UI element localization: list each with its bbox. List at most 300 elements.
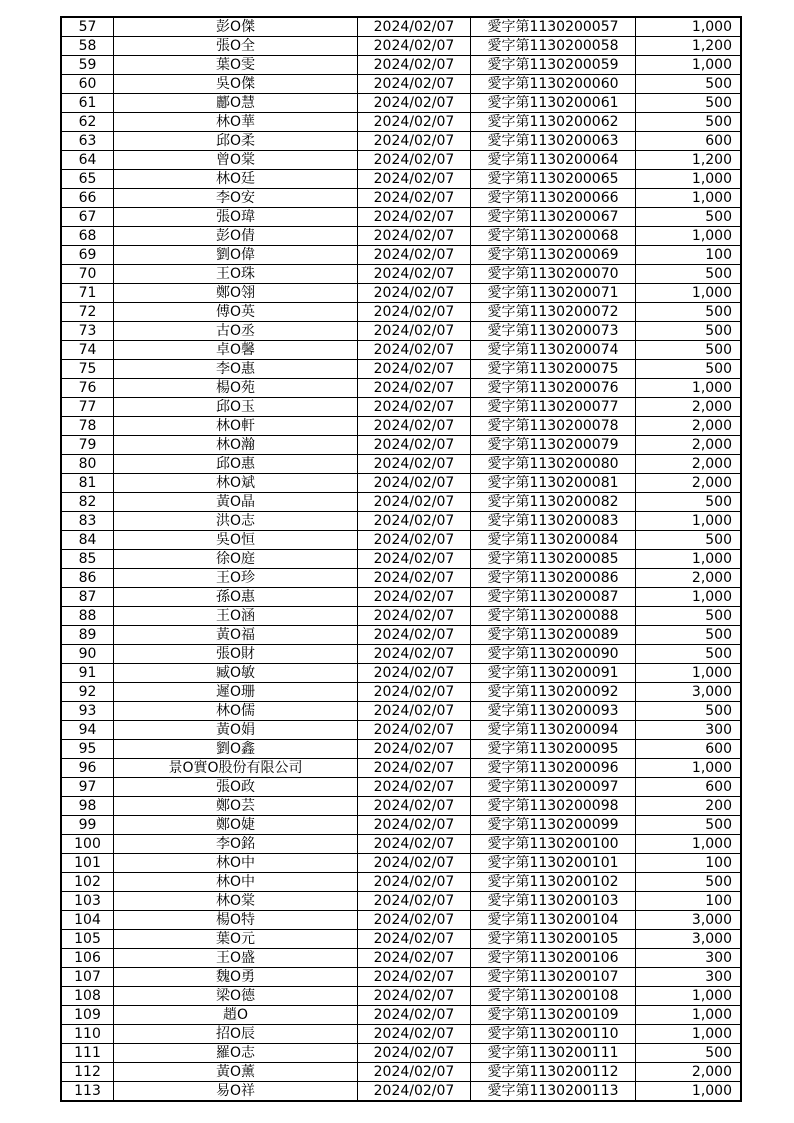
receipt-number: 愛字第1130200059 [471, 56, 636, 75]
receipt-number: 愛字第1130200061 [471, 94, 636, 113]
donation-date: 2024/02/07 [358, 341, 471, 360]
donation-amount: 500 [636, 702, 742, 721]
donation-date: 2024/02/07 [358, 721, 471, 740]
donor-name: 邱O柔 [114, 132, 358, 151]
donation-amount: 500 [636, 873, 742, 892]
donation-date: 2024/02/07 [358, 778, 471, 797]
donor-name: 王O珍 [114, 569, 358, 588]
donor-name: 彭O傑 [114, 17, 358, 37]
donor-name: 遲O珊 [114, 683, 358, 702]
donation-amount: 3,000 [636, 683, 742, 702]
donation-date: 2024/02/07 [358, 417, 471, 436]
receipt-number: 愛字第1130200069 [471, 246, 636, 265]
table-row [61, 303, 741, 322]
donation-table-body [61, 17, 741, 1101]
table-row [61, 398, 741, 417]
receipt-number: 愛字第1130200082 [471, 493, 636, 512]
row-number: 76 [61, 379, 114, 398]
table-row [61, 930, 741, 949]
table-row [61, 208, 741, 227]
table-row [61, 759, 741, 778]
row-number: 102 [61, 873, 114, 892]
donation-date: 2024/02/07 [358, 56, 471, 75]
receipt-number: 愛字第1130200088 [471, 607, 636, 626]
donation-date: 2024/02/07 [358, 1006, 471, 1025]
donor-name: 王O珠 [114, 265, 358, 284]
donation-date: 2024/02/07 [358, 607, 471, 626]
receipt-number: 愛字第1130200105 [471, 930, 636, 949]
receipt-number: 愛字第1130200081 [471, 474, 636, 493]
donation-amount: 600 [636, 740, 742, 759]
donor-name: 傅O英 [114, 303, 358, 322]
donation-amount: 1,000 [636, 170, 742, 189]
donation-amount: 1,000 [636, 1025, 742, 1044]
receipt-number: 愛字第1130200113 [471, 1082, 636, 1102]
donation-date: 2024/02/07 [358, 170, 471, 189]
receipt-number: 愛字第1130200107 [471, 968, 636, 987]
row-number: 99 [61, 816, 114, 835]
row-number: 113 [61, 1082, 114, 1102]
row-number: 82 [61, 493, 114, 512]
donation-date: 2024/02/07 [358, 1063, 471, 1082]
donation-date: 2024/02/07 [358, 208, 471, 227]
table-row [61, 227, 741, 246]
table-row [61, 835, 741, 854]
donation-amount: 1,000 [636, 550, 742, 569]
donor-name: 李O安 [114, 189, 358, 208]
donation-amount: 500 [636, 265, 742, 284]
receipt-number: 愛字第1130200086 [471, 569, 636, 588]
table-row [61, 417, 741, 436]
table-row [61, 94, 741, 113]
table-row [61, 75, 741, 94]
donation-date: 2024/02/07 [358, 436, 471, 455]
table-row [61, 17, 741, 37]
donor-name: 趙O [114, 1006, 358, 1025]
donor-name: 吳O恒 [114, 531, 358, 550]
receipt-number: 愛字第1130200066 [471, 189, 636, 208]
donation-date: 2024/02/07 [358, 474, 471, 493]
receipt-number: 愛字第1130200091 [471, 664, 636, 683]
receipt-number: 愛字第1130200087 [471, 588, 636, 607]
donation-date: 2024/02/07 [358, 569, 471, 588]
donor-name: 邱O玉 [114, 398, 358, 417]
table-row [61, 892, 741, 911]
donation-amount: 500 [636, 607, 742, 626]
donor-name: 王O盛 [114, 949, 358, 968]
row-number: 79 [61, 436, 114, 455]
donor-name: 易O祥 [114, 1082, 358, 1102]
donation-amount: 200 [636, 797, 742, 816]
receipt-number: 愛字第1130200100 [471, 835, 636, 854]
donation-date: 2024/02/07 [358, 892, 471, 911]
receipt-number: 愛字第1130200057 [471, 17, 636, 37]
donation-amount: 1,000 [636, 56, 742, 75]
donation-amount: 100 [636, 854, 742, 873]
receipt-number: 愛字第1130200074 [471, 341, 636, 360]
row-number: 74 [61, 341, 114, 360]
donation-date: 2024/02/07 [358, 588, 471, 607]
donation-amount: 500 [636, 208, 742, 227]
donation-amount: 600 [636, 132, 742, 151]
donor-name: 林O斌 [114, 474, 358, 493]
receipt-number: 愛字第1130200072 [471, 303, 636, 322]
row-number: 60 [61, 75, 114, 94]
receipt-number: 愛字第1130200079 [471, 436, 636, 455]
row-number: 92 [61, 683, 114, 702]
receipt-number: 愛字第1130200106 [471, 949, 636, 968]
donor-name: 卓O馨 [114, 341, 358, 360]
donation-amount: 500 [636, 341, 742, 360]
table-row [61, 493, 741, 512]
receipt-number: 愛字第1130200076 [471, 379, 636, 398]
donation-date: 2024/02/07 [358, 1025, 471, 1044]
donor-name: 林O華 [114, 113, 358, 132]
donor-name: 劉O偉 [114, 246, 358, 265]
receipt-number: 愛字第1130200085 [471, 550, 636, 569]
donation-amount: 600 [636, 778, 742, 797]
donation-amount: 500 [636, 626, 742, 645]
donation-date: 2024/02/07 [358, 189, 471, 208]
row-number: 62 [61, 113, 114, 132]
receipt-number: 愛字第1130200096 [471, 759, 636, 778]
row-number: 72 [61, 303, 114, 322]
receipt-number: 愛字第1130200101 [471, 854, 636, 873]
row-number: 57 [61, 17, 114, 37]
table-row [61, 37, 741, 56]
donation-date: 2024/02/07 [358, 17, 471, 37]
donation-amount: 1,000 [636, 189, 742, 208]
row-number: 109 [61, 1006, 114, 1025]
receipt-number: 愛字第1130200080 [471, 455, 636, 474]
table-row [61, 569, 741, 588]
table-row [61, 151, 741, 170]
donation-date: 2024/02/07 [358, 835, 471, 854]
table-row [61, 56, 741, 75]
donor-name: 鄭O婕 [114, 816, 358, 835]
donation-date: 2024/02/07 [358, 759, 471, 778]
table-row [61, 512, 741, 531]
donation-date: 2024/02/07 [358, 284, 471, 303]
donation-date: 2024/02/07 [358, 75, 471, 94]
table-row [61, 911, 741, 930]
donation-date: 2024/02/07 [358, 531, 471, 550]
donation-date: 2024/02/07 [358, 664, 471, 683]
receipt-number: 愛字第1130200104 [471, 911, 636, 930]
donor-name: 張O政 [114, 778, 358, 797]
donation-date: 2024/02/07 [358, 854, 471, 873]
row-number: 90 [61, 645, 114, 664]
donation-date: 2024/02/07 [358, 683, 471, 702]
donation-amount: 3,000 [636, 930, 742, 949]
table-row [61, 1082, 741, 1102]
donation-amount: 300 [636, 968, 742, 987]
donor-name: 曾O棠 [114, 151, 358, 170]
donation-amount: 500 [636, 75, 742, 94]
table-row [61, 132, 741, 151]
donor-name: 梁O德 [114, 987, 358, 1006]
donation-amount: 1,000 [636, 512, 742, 531]
table-row [61, 455, 741, 474]
donor-name: 邱O惠 [114, 455, 358, 474]
donation-table [60, 16, 742, 1102]
donor-name: 酈O慧 [114, 94, 358, 113]
row-number: 68 [61, 227, 114, 246]
row-number: 107 [61, 968, 114, 987]
donation-amount: 1,000 [636, 835, 742, 854]
donation-amount: 1,000 [636, 664, 742, 683]
donor-name: 黃O娟 [114, 721, 358, 740]
donation-date: 2024/02/07 [358, 1044, 471, 1063]
row-number: 108 [61, 987, 114, 1006]
donation-date: 2024/02/07 [358, 455, 471, 474]
table-row [61, 113, 741, 132]
table-row [61, 189, 741, 208]
donor-name: 張O全 [114, 37, 358, 56]
donation-date: 2024/02/07 [358, 949, 471, 968]
donation-amount: 500 [636, 531, 742, 550]
donor-name: 臧O敏 [114, 664, 358, 683]
table-row [61, 1025, 741, 1044]
donation-amount: 100 [636, 246, 742, 265]
table-row [61, 1044, 741, 1063]
table-row [61, 778, 741, 797]
donation-amount: 2,000 [636, 398, 742, 417]
donation-date: 2024/02/07 [358, 113, 471, 132]
table-row [61, 645, 741, 664]
receipt-number: 愛字第1130200094 [471, 721, 636, 740]
table-row [61, 683, 741, 702]
donor-name: 黃O晶 [114, 493, 358, 512]
donor-name: 林O棠 [114, 892, 358, 911]
donation-date: 2024/02/07 [358, 987, 471, 1006]
donor-name: 洪O志 [114, 512, 358, 531]
donation-amount: 1,000 [636, 1006, 742, 1025]
donation-amount: 3,000 [636, 911, 742, 930]
row-number: 84 [61, 531, 114, 550]
receipt-number: 愛字第1130200083 [471, 512, 636, 531]
receipt-number: 愛字第1130200065 [471, 170, 636, 189]
row-number: 65 [61, 170, 114, 189]
row-number: 96 [61, 759, 114, 778]
receipt-number: 愛字第1130200078 [471, 417, 636, 436]
table-row [61, 740, 741, 759]
receipt-number: 愛字第1130200077 [471, 398, 636, 417]
row-number: 64 [61, 151, 114, 170]
donation-date: 2024/02/07 [358, 303, 471, 322]
donation-date: 2024/02/07 [358, 550, 471, 569]
row-number: 61 [61, 94, 114, 113]
row-number: 83 [61, 512, 114, 531]
donation-date: 2024/02/07 [358, 379, 471, 398]
donation-amount: 1,000 [636, 17, 742, 37]
donation-amount: 1,200 [636, 151, 742, 170]
row-number: 105 [61, 930, 114, 949]
receipt-number: 愛字第1130200109 [471, 1006, 636, 1025]
row-number: 59 [61, 56, 114, 75]
table-row [61, 1063, 741, 1082]
donation-amount: 300 [636, 949, 742, 968]
donation-amount: 1,000 [636, 759, 742, 778]
row-number: 94 [61, 721, 114, 740]
donation-date: 2024/02/07 [358, 227, 471, 246]
donor-name: 李O銘 [114, 835, 358, 854]
donation-date: 2024/02/07 [358, 816, 471, 835]
row-number: 66 [61, 189, 114, 208]
row-number: 93 [61, 702, 114, 721]
donation-date: 2024/02/07 [358, 797, 471, 816]
donor-name: 鄭O芸 [114, 797, 358, 816]
table-row [61, 797, 741, 816]
table-row [61, 702, 741, 721]
donor-name: 葉O雯 [114, 56, 358, 75]
donation-amount: 500 [636, 645, 742, 664]
table-row [61, 341, 741, 360]
donor-name: 楊O特 [114, 911, 358, 930]
donor-name: 魏O勇 [114, 968, 358, 987]
receipt-number: 愛字第1130200073 [471, 322, 636, 341]
table-row [61, 265, 741, 284]
donation-date: 2024/02/07 [358, 94, 471, 113]
donor-name: 李O惠 [114, 360, 358, 379]
row-number: 112 [61, 1063, 114, 1082]
donor-name: 葉O元 [114, 930, 358, 949]
row-number: 75 [61, 360, 114, 379]
donation-date: 2024/02/07 [358, 265, 471, 284]
table-row [61, 170, 741, 189]
donation-amount: 2,000 [636, 436, 742, 455]
receipt-number: 愛字第1130200058 [471, 37, 636, 56]
receipt-number: 愛字第1130200068 [471, 227, 636, 246]
receipt-number: 愛字第1130200111 [471, 1044, 636, 1063]
row-number: 104 [61, 911, 114, 930]
donation-amount: 1,200 [636, 37, 742, 56]
receipt-number: 愛字第1130200099 [471, 816, 636, 835]
donor-name: 景O實O股份有限公司 [114, 759, 358, 778]
donation-amount: 500 [636, 322, 742, 341]
donation-date: 2024/02/07 [358, 322, 471, 341]
donor-name: 林O中 [114, 854, 358, 873]
table-row [61, 816, 741, 835]
receipt-number: 愛字第1130200062 [471, 113, 636, 132]
table-row [61, 607, 741, 626]
donor-name: 林O儒 [114, 702, 358, 721]
donor-name: 林O軒 [114, 417, 358, 436]
table-row [61, 968, 741, 987]
donation-date: 2024/02/07 [358, 151, 471, 170]
receipt-number: 愛字第1130200098 [471, 797, 636, 816]
donation-amount: 2,000 [636, 455, 742, 474]
donation-date: 2024/02/07 [358, 873, 471, 892]
row-number: 101 [61, 854, 114, 873]
donation-amount: 500 [636, 94, 742, 113]
table-row [61, 1006, 741, 1025]
donor-name: 黃O福 [114, 626, 358, 645]
receipt-number: 愛字第1130200075 [471, 360, 636, 379]
donation-amount: 300 [636, 721, 742, 740]
donation-date: 2024/02/07 [358, 702, 471, 721]
table-row [61, 360, 741, 379]
donation-amount: 1,000 [636, 379, 742, 398]
donor-name: 林O瀚 [114, 436, 358, 455]
receipt-number: 愛字第1130200064 [471, 151, 636, 170]
donor-name: 鄭O翎 [114, 284, 358, 303]
row-number: 97 [61, 778, 114, 797]
donation-date: 2024/02/07 [358, 512, 471, 531]
donor-name: 張O瑋 [114, 208, 358, 227]
row-number: 78 [61, 417, 114, 436]
donor-name: 古O丞 [114, 322, 358, 341]
receipt-number: 愛字第1130200070 [471, 265, 636, 284]
row-number: 69 [61, 246, 114, 265]
row-number: 70 [61, 265, 114, 284]
receipt-number: 愛字第1130200112 [471, 1063, 636, 1082]
row-number: 103 [61, 892, 114, 911]
donation-date: 2024/02/07 [358, 37, 471, 56]
donation-date: 2024/02/07 [358, 246, 471, 265]
table-row [61, 550, 741, 569]
donation-amount: 1,000 [636, 227, 742, 246]
receipt-number: 愛字第1130200060 [471, 75, 636, 94]
donor-name: 招O辰 [114, 1025, 358, 1044]
donation-amount: 2,000 [636, 474, 742, 493]
row-number: 63 [61, 132, 114, 151]
donation-date: 2024/02/07 [358, 626, 471, 645]
table-row [61, 322, 741, 341]
receipt-number: 愛字第1130200084 [471, 531, 636, 550]
row-number: 58 [61, 37, 114, 56]
donation-amount: 500 [636, 816, 742, 835]
donation-amount: 2,000 [636, 569, 742, 588]
donation-date: 2024/02/07 [358, 398, 471, 417]
receipt-number: 愛字第1130200067 [471, 208, 636, 227]
table-row [61, 873, 741, 892]
donor-name: 林O廷 [114, 170, 358, 189]
donor-name: 楊O苑 [114, 379, 358, 398]
receipt-number: 愛字第1130200092 [471, 683, 636, 702]
donation-amount: 1,000 [636, 588, 742, 607]
donation-amount: 500 [636, 113, 742, 132]
receipt-number: 愛字第1130200103 [471, 892, 636, 911]
donation-amount: 500 [636, 493, 742, 512]
row-number: 100 [61, 835, 114, 854]
donation-amount: 1,000 [636, 284, 742, 303]
donation-amount: 500 [636, 360, 742, 379]
donation-date: 2024/02/07 [358, 968, 471, 987]
donation-date: 2024/02/07 [358, 645, 471, 664]
row-number: 111 [61, 1044, 114, 1063]
receipt-number: 愛字第1130200089 [471, 626, 636, 645]
row-number: 98 [61, 797, 114, 816]
donation-date: 2024/02/07 [358, 132, 471, 151]
donation-amount: 2,000 [636, 1063, 742, 1082]
donor-name: 徐O庭 [114, 550, 358, 569]
table-row [61, 531, 741, 550]
table-row [61, 987, 741, 1006]
donation-date: 2024/02/07 [358, 930, 471, 949]
donor-name: 彭O倩 [114, 227, 358, 246]
table-row [61, 284, 741, 303]
row-number: 77 [61, 398, 114, 417]
table-row [61, 246, 741, 265]
receipt-number: 愛字第1130200063 [471, 132, 636, 151]
donation-date: 2024/02/07 [358, 740, 471, 759]
donor-name: 林O中 [114, 873, 358, 892]
table-row [61, 854, 741, 873]
donation-amount: 500 [636, 303, 742, 322]
donation-date: 2024/02/07 [358, 493, 471, 512]
row-number: 81 [61, 474, 114, 493]
